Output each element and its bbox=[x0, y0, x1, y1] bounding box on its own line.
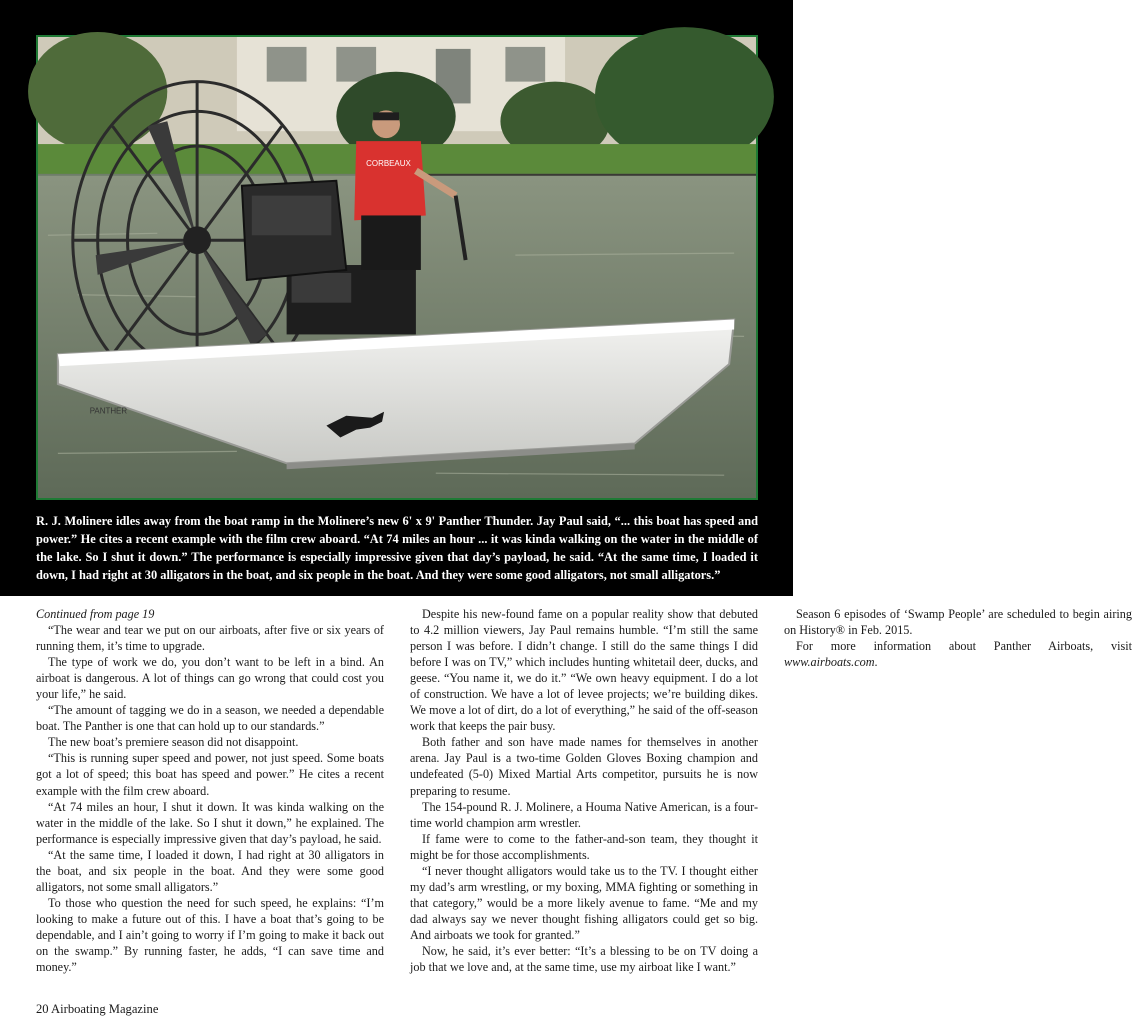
page-folio: 20 Airboating Magazine bbox=[36, 1002, 159, 1016]
article-paragraph: The 154-pound R. J. Molinere, a Houma Native American, is a four-time world champion arm wrestler. bbox=[410, 799, 758, 830]
article-body bbox=[36, 606, 1132, 986]
airboat-photo-illustration bbox=[38, 37, 756, 498]
article-paragraph: If fame were to come to the father-and-son team, they thought it might be for those accomplishments. bbox=[410, 831, 758, 862]
article-paragraph: The new boat’s premiere season did not disappoint. bbox=[48, 735, 299, 750]
article-paragraph: Season 6 episodes of ‘Swamp People’ are scheduled to begin airing on History® in Feb. 2015. bbox=[784, 607, 1132, 638]
article-paragraph: “This is running super speed and power, not just speed. Some boats got a lot of speed; this boat has speed and power.” He cites a recent example with the film crew aboard. bbox=[36, 751, 384, 798]
closing-text: For more information about Panther Airboats, visit bbox=[796, 639, 1132, 654]
article-paragraph: Now, he said, it’s ever better: “It’s a blessing to be on TV doing a job that we love and, at the same time, use my airboat like I want.” bbox=[410, 943, 758, 975]
article-paragraph: Despite his new-found fame on a popular reality show that debuted to 4.2 million viewers, Jay Paul remains humble. “I’m still the same person I was before. I didn’t change. I still do the same things I did before I was on TV,” which includes hunting whitetail deer, ducks, and geese. “You name it, we do it.” “We own heavy equipment. I do a lot of construction. We have a lot of levee projects; we’re building dikes. We move a lot of dirt, do a lot of everything,” he said of the off-season work that keeps the pair busy. bbox=[410, 607, 758, 734]
article-paragraph: The type of work we do, you don’t want to be left in a bind. An airboat is dangerous. A lot of things can go wrong that could cost you your life,” he said. bbox=[36, 655, 384, 702]
continued-note: Continued from page 19 bbox=[36, 607, 155, 621]
hull-logo-text: PANTHER bbox=[89, 406, 128, 416]
photo-caption: R. J. Molinere idles away from the boat ramp in the Molinere’s new 6' x 9' Panther Thunder. Jay Paul said, “... this boat has speed and power.” He cites a recent example with the film crew aboard. “At 74 miles an hour ... it was kinda walking on the water in the middle of the lake. So I shut it down.” The performance is especially impressive given that day’s payload, he said. “At the same time, I loaded it down, I had right at 30 alligators in the boat, and six people in the boat. And they were some good alligators, not small alligators.” bbox=[36, 514, 758, 582]
article-closing-paragraph bbox=[784, 638, 1132, 670]
shirt-text: CORBEAUX bbox=[366, 158, 411, 168]
article-paragraph: To those who question the need for such speed, he explains: “I’m looking to make a future out of this. I have a boat that’s going to be dependable, and I ain’t going to worry if I’m going to make it back out on the swamp.” By running faster, he adds, “I can save time and money.” bbox=[36, 895, 384, 975]
article-paragraph: “The wear and tear we put on our airboats, after five or six years of running them, it’s time to upgrade. bbox=[36, 623, 384, 654]
airboat-photo bbox=[36, 35, 758, 500]
airboats-website-link[interactable]: www.airboats.com bbox=[784, 655, 875, 670]
photo-band bbox=[0, 0, 793, 596]
article-paragraph: Both father and son have made names for themselves in another arena. Jay Paul is a two-time Golden Gloves Boxing champion and undefeated (5-0) Mixed Martial Arts competitor, pursuits he is now preparing to resume. bbox=[410, 735, 758, 798]
article-paragraph: “At the same time, I loaded it down, I had right at 30 alligators in the boat, and six people in the boat. And they were some good alligators, not some small alligators.” bbox=[36, 847, 384, 894]
article-paragraph: “At 74 miles an hour, I shut it down. It was kinda walking on the water in the middle of the lake. So I shut it down,” he explained. The performance is especially impressive given that day’s payload, he said. bbox=[36, 799, 384, 846]
article-paragraph: “I never thought alligators would take us to the TV. I thought either my dad’s arm wrestling, or my boxing, MMA fighting or something in that category,” would be a more likely avenue to fame. “Me and my dad always say we never thought fishing alligators could get so big. And airboats we took for granted.” bbox=[410, 863, 758, 942]
closing-period: . bbox=[874, 655, 878, 670]
article-paragraph: “The amount of tagging we do in a season, we needed a dependable boat. The Panther is one that can hold up to our standards.” bbox=[36, 703, 384, 734]
